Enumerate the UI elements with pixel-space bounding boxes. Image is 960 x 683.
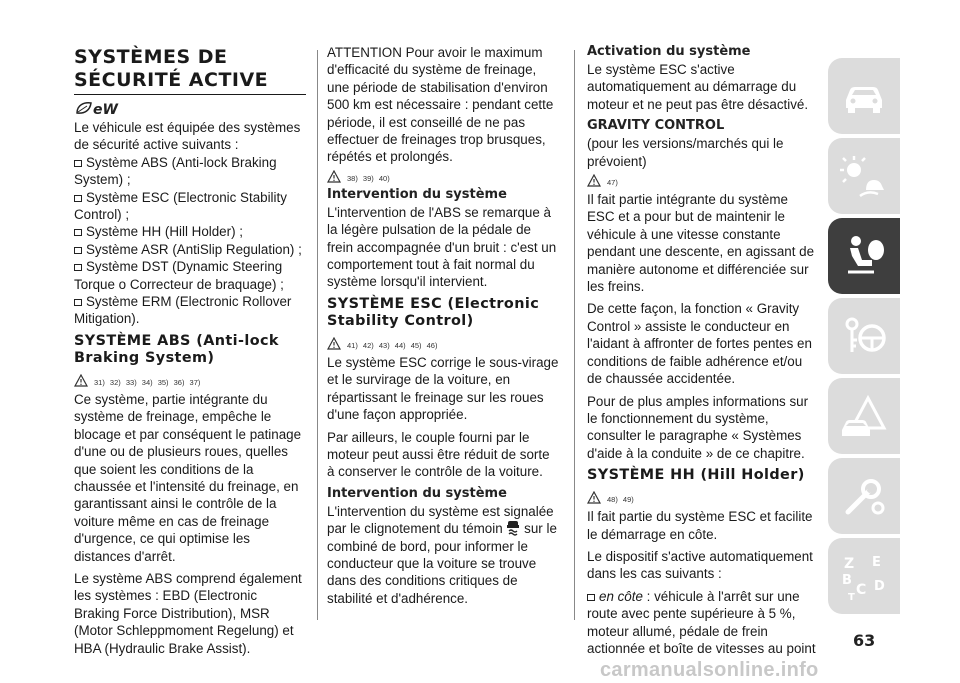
gravity-paragraph-1: Il fait partie intégrante du système ESC et a pour but de maintenir le véhicule à une vitesse constante pendant une descente, en agissant de manière autonome et différenciée sur les freins. xyxy=(587,192,815,295)
square-bullet-icon xyxy=(74,160,82,167)
svg-text:eW: eW xyxy=(93,102,118,117)
tab-warning-lights[interactable] xyxy=(828,138,900,214)
gravity-paragraph-3: Pour de plus amples informations sur le fonctionnement du système, consulter le paragraphe « Systèmes d'aide à la conduite » de ce chapitre. xyxy=(587,393,809,461)
warning-triangle-icon xyxy=(587,491,601,504)
list-item: Système ABS (Anti-lock Braking System) ; xyxy=(74,154,277,188)
column-3 xyxy=(587,44,819,662)
page-number: 63 xyxy=(853,631,876,650)
tab-dashboard[interactable] xyxy=(828,58,900,134)
hh-paragraph-1: Il fait partie du système ESC et facilite le démarrage en côte. xyxy=(587,509,813,542)
esc-warning-light-icon xyxy=(506,520,520,536)
abs-paragraph-1: Ce système, partie intégrante du système de freinage, empêche le blocage et par conséquent le patinage d'une ou de plusieurs roues, quelles que soient les conditions de la chaussée et l'intensité du freinage, en garantissant ainsi le contrôle de la voiture même en cas de freinage d'urgence, ce qui optimise les distances d'arrêt. xyxy=(74,391,302,564)
chapter-tabs xyxy=(828,58,900,618)
list-item: Système ESC (Electronic Stability Control) ; xyxy=(74,189,287,223)
tab-safety[interactable] xyxy=(828,218,900,294)
gravity-paragraph-2: De cette façon, la fonction « Gravity Control » assiste le conducteur en l'aidant à affronter de fortes pentes en conditions de faible adhérence et/ou de chaussée accidentée. xyxy=(587,301,812,387)
intro-text: Le véhicule est équipée des systèmes de sécurité active suivants : xyxy=(74,120,301,153)
warning-refs: 31) 32) 33) 34) 35) 36) 37) xyxy=(74,371,306,387)
list-item: Système DST (Dynamic Steering Torque o Correcteur de braquage) ; xyxy=(74,259,284,292)
square-bullet-icon xyxy=(74,247,82,254)
column-1 xyxy=(74,44,306,662)
warning-triangle-icon xyxy=(74,374,88,387)
activation-text: Le système ESC s'active automatiquement au démarrage du moteur et ne peut pas être désactivé. xyxy=(587,62,809,112)
intervention-heading: Intervention du système xyxy=(327,186,507,202)
esc-paragraph-2: Par ailleurs, le couple fourni par le moteur peut aussi être réduit de sorte à conserver le contrôle de la voiture. xyxy=(327,429,550,480)
warning-lights-icon xyxy=(838,150,890,202)
seat-airbag-icon xyxy=(838,230,890,282)
index-letter: Z xyxy=(844,556,855,572)
breakdown-icon xyxy=(838,390,890,442)
index-letters-icon xyxy=(838,550,890,602)
attention-text: ATTENTION Pour avoir le maximum d'efficacité du système de freinage, une période de stabilisation d'environ 500 km est nécessaire : pendant cette période, il est conseillé de ne pas effectuer de freinages trop brusques, répétés et prolongés. xyxy=(327,45,554,165)
intervention2-heading: Intervention du système xyxy=(327,485,507,501)
hh-heading: SYSTÈME HH (Hill Holder) xyxy=(587,467,805,484)
ecology-icon xyxy=(74,99,306,117)
list-item: Système ERM (Electronic Rollover Mitigation). xyxy=(74,294,292,327)
index-letter: C xyxy=(856,582,867,598)
title-rule xyxy=(74,94,306,95)
warning-triangle-icon xyxy=(327,170,341,183)
square-bullet-icon xyxy=(74,195,82,202)
warning-triangle-icon xyxy=(587,174,601,187)
index-letter: D xyxy=(874,579,885,594)
square-bullet-icon xyxy=(74,264,82,271)
index-letter: E xyxy=(872,555,881,570)
column-divider-2 xyxy=(574,50,575,620)
tab-index[interactable] xyxy=(828,538,900,614)
intervention-text: L'intervention de l'ABS se remarque à la légère pulsation de la pédale de frein accompagnée d'un bruit : c'est un comportement tout à fait normal du système lorsqu'il intervient. xyxy=(327,204,557,290)
square-bullet-icon xyxy=(74,299,82,306)
column-2 xyxy=(327,44,559,612)
abs-heading: SYSTÈME ABS (Anti-lock Braking System) xyxy=(74,332,279,366)
watermark: carmanualsonline.info xyxy=(600,659,819,681)
tab-emergency[interactable] xyxy=(828,378,900,454)
list-item: en côte : véhicule à l'arrêt sur une route avec pente supérieure à 5 %, moteur allumé, pédale de frein actionnée et boîte de vitesses au point xyxy=(587,588,816,656)
warning-refs: 47) xyxy=(587,171,819,187)
column-divider-1 xyxy=(317,50,318,620)
list-item: Système HH (Hill Holder) ; xyxy=(74,223,306,240)
car-dashboard-icon xyxy=(838,70,890,122)
hh-paragraph-2: Le dispositif s'active automatiquement dans les cas suivants : xyxy=(587,548,813,582)
abs-paragraph-2: Le système ABS comprend également les systèmes : EBD (Electronic Braking Force Distribution), MSR (Motor Schleppmoment Regelung) et HBA (Hydraulic Brake Assist). xyxy=(74,570,302,656)
index-letter: T xyxy=(848,592,855,602)
esc-paragraph-1: Le système ESC corrige le sous-virage et le survirage de la voiture, en répartissant le freinage sur les roues d'une façon appropriée. xyxy=(327,354,559,423)
esc-heading: SYSTÈME ESC (Electronic Stability Control) xyxy=(327,295,540,329)
square-bullet-icon xyxy=(587,594,595,601)
square-bullet-icon xyxy=(74,229,82,236)
tab-starting-driving[interactable] xyxy=(828,298,900,374)
service-tools-icon xyxy=(838,470,890,522)
warning-triangle-icon xyxy=(327,337,341,350)
warning-refs: 41) 42) 43) 44) 45) 46) xyxy=(327,334,559,350)
key-steering-icon xyxy=(838,310,890,362)
gravity-note: (pour les versions/marchés qui le prévoient) xyxy=(587,136,784,169)
warning-refs: 38) 39) 40) xyxy=(327,167,559,183)
section-title: SYSTÈMES DE SÉCURITÉ ACTIVE xyxy=(74,46,269,91)
intervention2-text: L'intervention du système est signalée par le clignotement du témoin sur le combiné de bord, pour informer le conducteur que la voiture se trouve dans des conditions critiques de stabilité et d'adhérence. xyxy=(327,503,557,606)
list-item: Système ASR (AntiSlip Regulation) ; xyxy=(74,241,306,258)
warning-refs: 48) 49) xyxy=(587,488,819,504)
gravity-heading: GRAVITY CONTROL xyxy=(587,118,725,134)
tab-maintenance[interactable] xyxy=(828,458,900,534)
index-letter: B xyxy=(842,573,852,588)
activation-heading: Activation du système xyxy=(587,44,751,59)
